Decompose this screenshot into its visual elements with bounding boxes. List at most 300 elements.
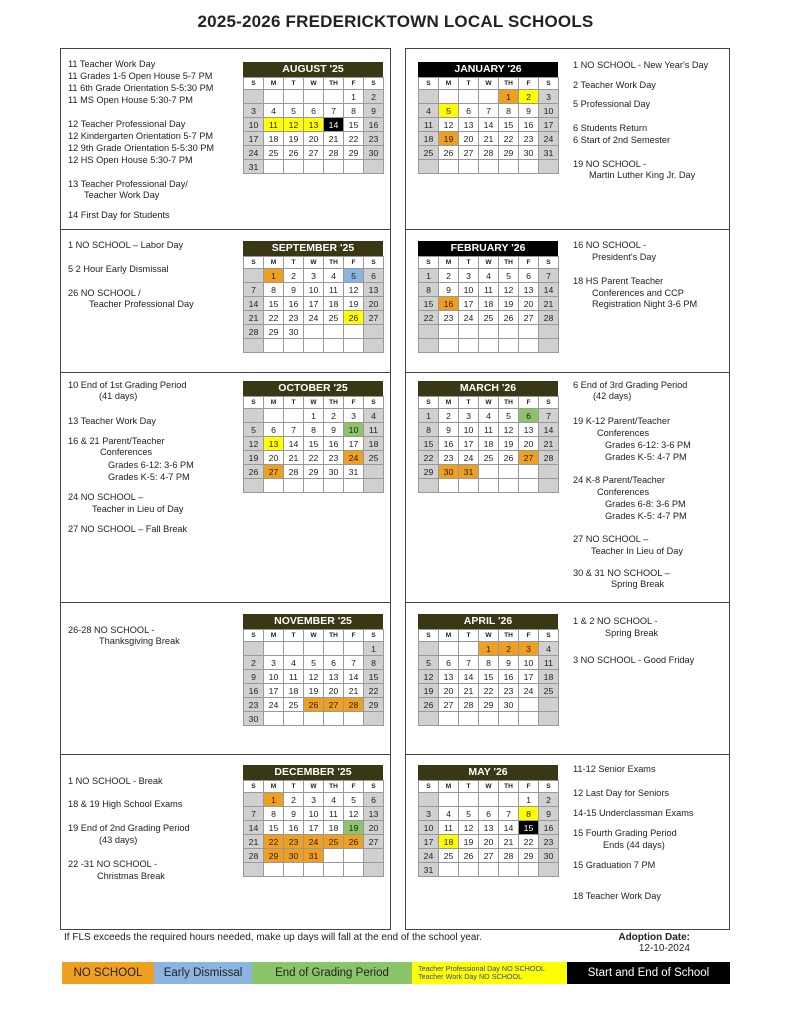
- calendar-day: 23: [364, 132, 384, 146]
- calendar-day: 24: [459, 311, 479, 325]
- calendar-day: 19: [499, 297, 519, 311]
- calendar-empty-cell: [324, 160, 344, 174]
- calendar-day: 15: [519, 821, 539, 835]
- weekday-header: F: [344, 630, 364, 642]
- calendar-empty-cell: [419, 642, 439, 656]
- calendar-day: 28: [284, 465, 304, 479]
- calendar-day: 15: [264, 297, 284, 311]
- calendar-day: 28: [324, 146, 344, 160]
- weekday-header: F: [344, 78, 364, 90]
- legend-teacher-line: Teacher Work Day NO SCHOOL: [418, 972, 523, 981]
- weekday-header: W: [479, 781, 499, 793]
- calendar-empty-cell: [419, 793, 439, 807]
- weekday-header: S: [539, 78, 559, 90]
- divider: [406, 754, 729, 755]
- event-line: 11 MS Open House 5:30-7 PM: [68, 95, 193, 105]
- calendar-day: 4: [264, 104, 284, 118]
- calendar-empty-cell: [519, 465, 539, 479]
- event-line: Conferences: [100, 447, 153, 457]
- calendar-day: 14: [344, 670, 364, 684]
- calendar-day: 2: [499, 642, 519, 656]
- calendar-empty-cell: [264, 642, 284, 656]
- weekday-header: M: [264, 397, 284, 409]
- calendar-day: 19: [344, 297, 364, 311]
- calendar-empty-cell: [244, 269, 264, 283]
- calendar-day: 9: [519, 104, 539, 118]
- calendar-day: 29: [419, 465, 439, 479]
- calendar-day: 8: [264, 807, 284, 821]
- legend-early-dismissal: Early Dismissal: [154, 962, 252, 984]
- calendar-day: 30: [439, 465, 459, 479]
- calendar-day: 24: [344, 451, 364, 465]
- calendar-day: 11: [324, 807, 344, 821]
- calendar-empty-cell: [419, 160, 439, 174]
- calendar-day: 15: [364, 670, 384, 684]
- calendar-day: 14: [479, 118, 499, 132]
- calendar-day: 2: [539, 793, 559, 807]
- calendar-day: 20: [304, 132, 324, 146]
- calendar-day: 4: [324, 269, 344, 283]
- calendar-day: 17: [519, 670, 539, 684]
- calendar-empty-cell: [284, 409, 304, 423]
- calendar-day: 13: [459, 118, 479, 132]
- weekday-header: S: [244, 78, 264, 90]
- weekday-header: S: [539, 257, 559, 269]
- calendar-day: 21: [459, 684, 479, 698]
- calendar-day: 8: [479, 656, 499, 670]
- calendar-day: 22: [264, 311, 284, 325]
- calendar-day: 5: [459, 807, 479, 821]
- calendar-empty-cell: [324, 479, 344, 493]
- calendar-month-title: APRIL '26: [418, 614, 558, 629]
- calendar-day: 4: [364, 409, 384, 423]
- event-line: Spring Break: [605, 628, 659, 638]
- calendar-day: 30: [364, 146, 384, 160]
- calendar-day: 29: [304, 465, 324, 479]
- calendar-day: 20: [324, 684, 344, 698]
- weekday-header: F: [519, 630, 539, 642]
- calendar-day: 27: [324, 698, 344, 712]
- calendar-day: 14: [244, 821, 264, 835]
- weekday-header: S: [539, 781, 559, 793]
- calendar-day: 6: [519, 269, 539, 283]
- calendar-day: 26: [439, 146, 459, 160]
- weekday-header: W: [479, 78, 499, 90]
- calendar-day: 27: [304, 146, 324, 160]
- calendar-day: 31: [459, 465, 479, 479]
- calendar-day: 11: [439, 821, 459, 835]
- calendar-day: 4: [284, 656, 304, 670]
- calendar-empty-cell: [439, 793, 459, 807]
- calendar-day: 20: [519, 297, 539, 311]
- calendar-empty-cell: [264, 712, 284, 726]
- calendar-empty-cell: [459, 642, 479, 656]
- divider: [406, 372, 729, 373]
- weekday-header: S: [364, 630, 384, 642]
- calendar-empty-cell: [519, 325, 539, 339]
- calendar-day: 9: [439, 283, 459, 297]
- event-line: Grades K-5: 4-7 PM: [605, 511, 687, 521]
- calendar-day: 9: [539, 807, 559, 821]
- calendar-day: 1: [499, 90, 519, 104]
- calendar-empty-cell: [284, 863, 304, 877]
- calendar-day: 3: [304, 793, 324, 807]
- divider: [406, 602, 729, 603]
- calendar-day: 18: [324, 821, 344, 835]
- calendar-empty-cell: [539, 465, 559, 479]
- event-line: 24 K-8 Parent/Teacher: [573, 475, 665, 485]
- event-line: 6 Start of 2nd Semester: [573, 135, 671, 145]
- calendar-day: 12: [439, 118, 459, 132]
- calendar-empty-cell: [459, 90, 479, 104]
- calendar-day: 24: [539, 132, 559, 146]
- calendar-day: 15: [264, 821, 284, 835]
- divider: [61, 602, 390, 603]
- calendar-empty-cell: [364, 849, 384, 863]
- calendar-day: 29: [264, 325, 284, 339]
- calendar-day: 1: [264, 793, 284, 807]
- calendar-empty-cell: [479, 465, 499, 479]
- calendar-august: [243, 62, 383, 174]
- calendar-day: 13: [364, 283, 384, 297]
- calendar-month-title: OCTOBER '25: [243, 381, 383, 396]
- calendar-empty-cell: [364, 325, 384, 339]
- event-line: 30 & 31 NO SCHOOL –: [573, 568, 670, 578]
- calendar-empty-cell: [324, 863, 344, 877]
- calendar-empty-cell: [324, 90, 344, 104]
- calendar-day: 6: [519, 409, 539, 423]
- calendar-day: 10: [539, 104, 559, 118]
- calendar-day: 2: [364, 90, 384, 104]
- calendar-day: 18: [479, 437, 499, 451]
- weekday-header: S: [244, 630, 264, 642]
- calendar-empty-cell: [519, 863, 539, 877]
- calendar-day: 27: [364, 311, 384, 325]
- event-line: 12 Kindergarten Orientation 5-7 PM: [68, 131, 214, 141]
- calendar-empty-cell: [479, 90, 499, 104]
- event-line: 19 NO SCHOOL -: [573, 159, 647, 169]
- calendar-empty-cell: [324, 325, 344, 339]
- calendar-may: [418, 765, 558, 877]
- calendar-empty-cell: [284, 712, 304, 726]
- event-line: Conferences and CCP: [592, 288, 684, 298]
- calendar-empty-cell: [419, 90, 439, 104]
- calendar-empty-cell: [344, 712, 364, 726]
- calendar-day: 8: [364, 656, 384, 670]
- calendar-empty-cell: [304, 325, 324, 339]
- event-line: 18 Teacher Work Day: [573, 891, 662, 901]
- weekday-header: F: [344, 397, 364, 409]
- weekday-header: S: [419, 257, 439, 269]
- calendar-day: 19: [244, 451, 264, 465]
- calendar-day: 18: [324, 297, 344, 311]
- weekday-header: T: [284, 78, 304, 90]
- calendar-empty-cell: [479, 793, 499, 807]
- calendar-empty-cell: [459, 339, 479, 353]
- calendar-empty-cell: [324, 339, 344, 353]
- weekday-header: M: [264, 630, 284, 642]
- weekday-header: F: [519, 397, 539, 409]
- event-line: Thanksgiving Break: [99, 636, 180, 646]
- calendar-day: 1: [304, 409, 324, 423]
- calendar-day: 29: [479, 698, 499, 712]
- calendar-empty-cell: [344, 863, 364, 877]
- event-line: 12 Last Day for Seniors: [573, 788, 670, 798]
- event-line: Spring Break: [611, 579, 665, 589]
- calendar-day: 8: [419, 283, 439, 297]
- calendar-day: 14: [539, 423, 559, 437]
- weekday-header: TH: [499, 781, 519, 793]
- calendar-day: 7: [539, 269, 559, 283]
- calendar-day: 9: [364, 104, 384, 118]
- calendar-day: 5: [284, 104, 304, 118]
- calendar-day: 25: [364, 451, 384, 465]
- calendar-day: 21: [539, 437, 559, 451]
- calendar-day: 17: [304, 821, 324, 835]
- calendar-day: 15: [344, 118, 364, 132]
- weekday-header: W: [304, 630, 324, 642]
- calendar-day: 26: [244, 465, 264, 479]
- calendar-empty-cell: [539, 479, 559, 493]
- calendar-day: 17: [244, 132, 264, 146]
- weekday-header: F: [344, 257, 364, 269]
- page-title: 2025-2026 FREDERICKTOWN LOCAL SCHOOLS: [197, 12, 594, 31]
- event-line: Grades 6-12: 3-6 PM: [605, 440, 691, 450]
- calendar-day: 22: [479, 684, 499, 698]
- calendar-empty-cell: [304, 479, 324, 493]
- event-line: 13 Teacher Work Day: [68, 416, 157, 426]
- calendar-day: 17: [459, 297, 479, 311]
- weekday-header: W: [304, 257, 324, 269]
- calendar-day: 12: [344, 807, 364, 821]
- calendar-empty-cell: [284, 642, 304, 656]
- calendar-day: 23: [324, 451, 344, 465]
- calendar-empty-cell: [284, 479, 304, 493]
- calendar-empty-cell: [519, 479, 539, 493]
- calendar-day: 13: [364, 807, 384, 821]
- event-line: (41 days): [99, 391, 138, 401]
- calendar-day: 28: [539, 451, 559, 465]
- calendar-day: 5: [344, 793, 364, 807]
- calendar-day: 1: [364, 642, 384, 656]
- calendar-empty-cell: [439, 160, 459, 174]
- calendar-empty-cell: [244, 409, 264, 423]
- event-line: 27 NO SCHOOL –: [573, 534, 649, 544]
- calendar-day: 6: [439, 656, 459, 670]
- calendar-day: 13: [304, 118, 324, 132]
- calendar-empty-cell: [499, 712, 519, 726]
- calendar-day: 1: [264, 269, 284, 283]
- calendar-day: 10: [459, 423, 479, 437]
- event-line: 11 6th Grade Orientation 5-5:30 PM: [68, 83, 214, 93]
- calendar-month-title: SEPTEMBER '25: [243, 241, 383, 256]
- calendar-day: 30: [284, 849, 304, 863]
- calendar-day: 16: [244, 684, 264, 698]
- event-line: 11 Grades 1-5 Open House 5-7 PM: [68, 71, 213, 81]
- event-line: 19 End of 2nd Grading Period: [68, 823, 190, 833]
- weekday-header: M: [264, 257, 284, 269]
- calendar-day: 1: [419, 409, 439, 423]
- calendar-month-title: DECEMBER '25: [243, 765, 383, 780]
- calendar-day: 24: [459, 451, 479, 465]
- calendar-empty-cell: [419, 479, 439, 493]
- calendar-day: 7: [344, 656, 364, 670]
- event-line: 11 Teacher Work Day: [68, 59, 156, 69]
- calendar-day: 11: [364, 423, 384, 437]
- event-line: 6 End of 3rd Grading Period: [573, 380, 688, 390]
- calendar-day: 11: [479, 283, 499, 297]
- calendar-day: 23: [439, 311, 459, 325]
- event-line: 15 Fourth Grading Period: [573, 828, 677, 838]
- divider: [406, 229, 729, 230]
- calendar-day: 6: [364, 269, 384, 283]
- calendar-day: 20: [519, 437, 539, 451]
- legend-no-school: NO SCHOOL: [62, 962, 154, 984]
- calendar-day: 29: [519, 849, 539, 863]
- calendar-day: 12: [419, 670, 439, 684]
- calendar-empty-cell: [284, 90, 304, 104]
- calendar-day: 2: [324, 409, 344, 423]
- calendar-october: [243, 381, 383, 493]
- calendar-day: 29: [344, 146, 364, 160]
- calendar-day: 16: [324, 437, 344, 451]
- weekday-header: W: [479, 397, 499, 409]
- event-line: Teacher in Lieu of Day: [92, 504, 184, 514]
- calendar-day: 13: [264, 437, 284, 451]
- calendar-empty-cell: [419, 339, 439, 353]
- calendar-day: 15: [479, 670, 499, 684]
- calendar-day: 21: [479, 132, 499, 146]
- calendar-day: 1: [519, 793, 539, 807]
- event-line: 12 Teacher Professional Day: [68, 119, 186, 129]
- calendar-day: 24: [304, 835, 324, 849]
- calendar-day: 27: [264, 465, 284, 479]
- legend-start-end: Start and End of School: [567, 962, 730, 984]
- calendar-empty-cell: [519, 712, 539, 726]
- calendar-day: 25: [439, 849, 459, 863]
- calendar-empty-cell: [244, 793, 264, 807]
- calendar-day: 3: [539, 90, 559, 104]
- calendar-empty-cell: [304, 160, 324, 174]
- weekday-header: W: [304, 781, 324, 793]
- weekday-header: S: [419, 781, 439, 793]
- calendar-day: 19: [499, 437, 519, 451]
- calendar-empty-cell: [364, 479, 384, 493]
- calendar-day: 17: [304, 297, 324, 311]
- calendar-day: 7: [499, 807, 519, 821]
- calendar-day: 26: [499, 451, 519, 465]
- calendar-day: 21: [244, 311, 264, 325]
- weekday-header: T: [459, 630, 479, 642]
- calendar-day: 3: [264, 656, 284, 670]
- calendar-day: 2: [519, 90, 539, 104]
- calendar-day: 6: [324, 656, 344, 670]
- calendar-day: 26: [344, 835, 364, 849]
- legend-teacher-day: [412, 962, 567, 984]
- weekday-header: TH: [324, 397, 344, 409]
- weekday-header: S: [539, 397, 559, 409]
- calendar-day: 18: [439, 835, 459, 849]
- calendar-empty-cell: [519, 339, 539, 353]
- calendar-empty-cell: [479, 863, 499, 877]
- calendar-day: 4: [324, 793, 344, 807]
- calendar-empty-cell: [479, 325, 499, 339]
- divider: [61, 754, 390, 755]
- calendar-day: 30: [284, 325, 304, 339]
- weekday-header: S: [419, 397, 439, 409]
- calendar-day: 3: [519, 642, 539, 656]
- weekday-header: S: [539, 630, 559, 642]
- calendar-day: 5: [499, 409, 519, 423]
- calendar-day: 25: [264, 146, 284, 160]
- calendar-empty-cell: [344, 479, 364, 493]
- calendar-day: 16: [539, 821, 559, 835]
- calendar-day: 30: [244, 712, 264, 726]
- calendar-day: 13: [324, 670, 344, 684]
- weekday-header: TH: [499, 397, 519, 409]
- calendar-empty-cell: [519, 698, 539, 712]
- calendar-month-title: MAY '26: [418, 765, 558, 780]
- calendar-day: 3: [459, 269, 479, 283]
- calendar-empty-cell: [344, 160, 364, 174]
- weekday-header: TH: [324, 78, 344, 90]
- calendar-empty-cell: [304, 863, 324, 877]
- calendar-empty-cell: [364, 465, 384, 479]
- calendar-day: 17: [459, 437, 479, 451]
- calendar-day: 3: [459, 409, 479, 423]
- calendar-month-title: MARCH '26: [418, 381, 558, 396]
- calendar-empty-cell: [324, 849, 344, 863]
- calendar-day: 21: [539, 297, 559, 311]
- calendar-day: 12: [284, 118, 304, 132]
- calendar-day: 31: [419, 863, 439, 877]
- event-line: Registration Night 3-6 PM: [592, 299, 698, 309]
- event-line: Ends (44 days): [603, 840, 665, 850]
- calendar-day: 23: [519, 132, 539, 146]
- calendar-empty-cell: [439, 712, 459, 726]
- calendar-empty-cell: [419, 712, 439, 726]
- divider: [61, 229, 390, 230]
- calendar-day: 3: [244, 104, 264, 118]
- event-line: 1 NO SCHOOL - New Year's Day: [573, 60, 709, 70]
- calendar-day: 25: [479, 311, 499, 325]
- weekday-header: M: [439, 781, 459, 793]
- calendar-day: 8: [519, 807, 539, 821]
- calendar-empty-cell: [264, 863, 284, 877]
- event-line: 26-28 NO SCHOOL -: [68, 625, 155, 635]
- calendar-month-title: FEBRUARY '26: [418, 241, 558, 256]
- calendar-day: 30: [324, 465, 344, 479]
- calendar-empty-cell: [364, 160, 384, 174]
- calendar-empty-cell: [439, 339, 459, 353]
- weekday-header: S: [244, 781, 264, 793]
- calendar-day: 12: [499, 283, 519, 297]
- weekday-header: T: [459, 397, 479, 409]
- calendar-day: 26: [419, 698, 439, 712]
- calendar-day: 28: [244, 325, 264, 339]
- calendar-day: 26: [344, 311, 364, 325]
- calendar-day: 27: [439, 698, 459, 712]
- calendar-day: 29: [364, 698, 384, 712]
- event-line: Christmas Break: [97, 871, 165, 881]
- calendar-day: 25: [324, 311, 344, 325]
- event-line: Martin Luther King Jr. Day: [589, 170, 696, 180]
- calendar-empty-cell: [364, 712, 384, 726]
- calendar-day: 27: [459, 146, 479, 160]
- calendar-empty-cell: [439, 863, 459, 877]
- calendar-day: 11: [419, 118, 439, 132]
- weekday-header: TH: [324, 630, 344, 642]
